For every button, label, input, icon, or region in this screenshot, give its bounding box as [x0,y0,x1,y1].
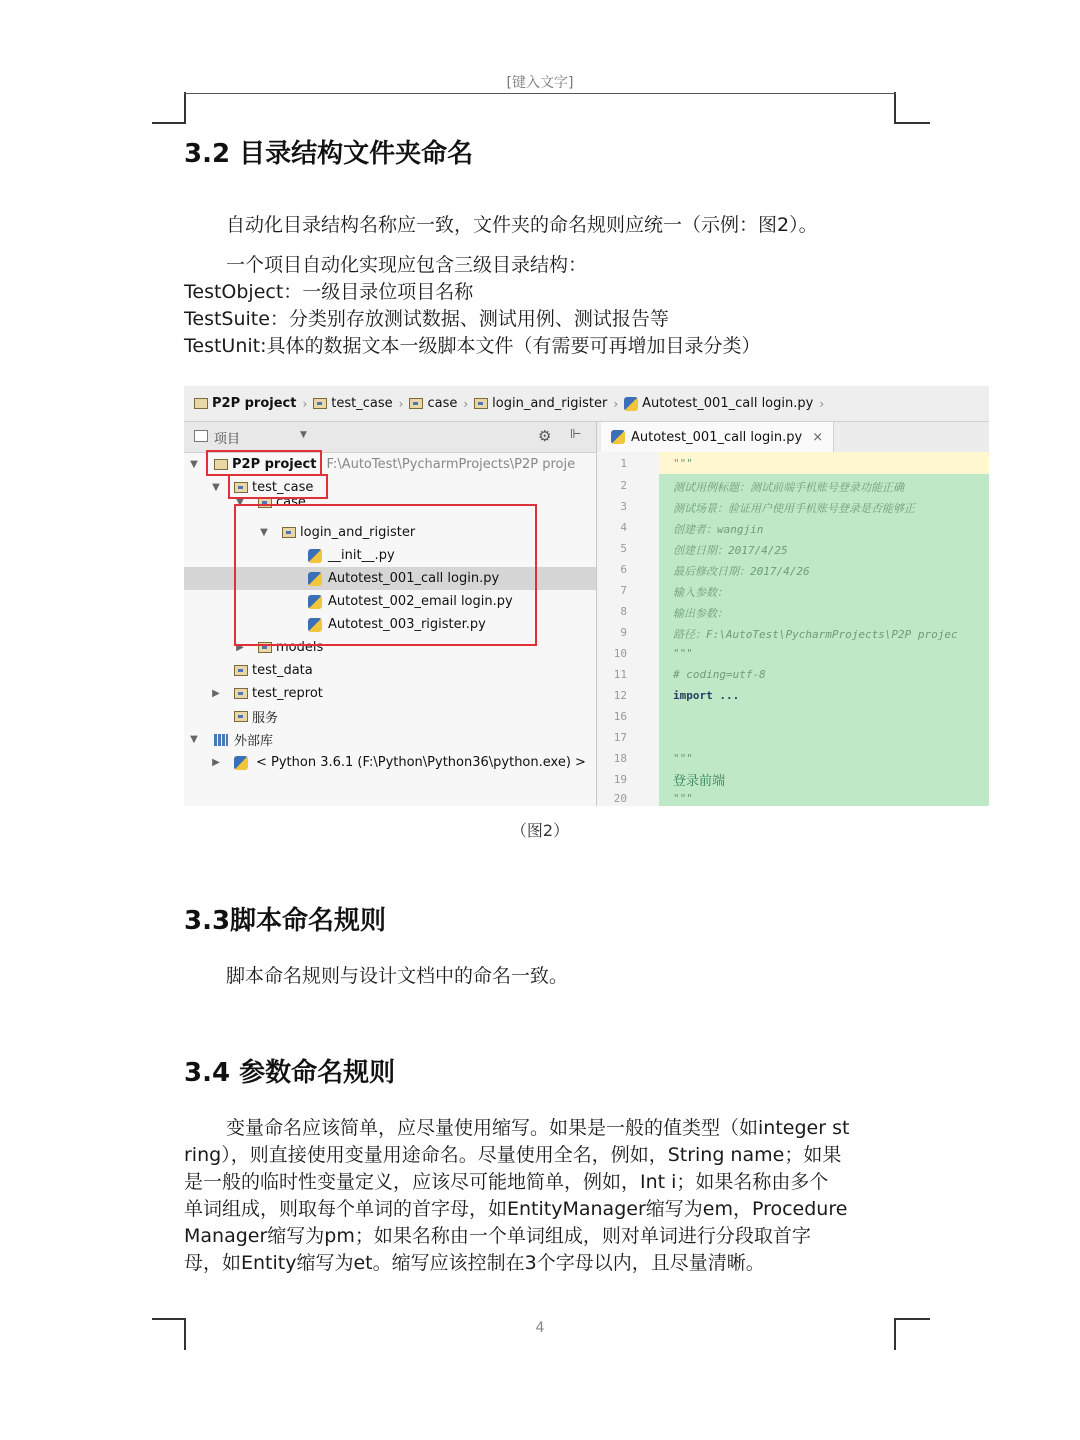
breadcrumb [184,386,989,422]
code-line: # coding=utf-8 [673,668,766,681]
breadcrumb-item[interactable]: login_and_rigister [474,396,607,411]
line-number: 2 [620,479,627,492]
tree-item-service[interactable]: 服务 [184,705,596,728]
code-line: 测试场景：验证用户使用手机账号登录是否能够正 [673,502,915,515]
chevron-right-icon: › [819,396,825,411]
section-3-4-line: 单词组成，则取每个单词的首字母，如EntityManager缩写为em，Procedure [184,1198,848,1220]
line-number: 16 [613,710,627,723]
line-number: 10 [613,647,627,660]
code-line: 测试用例标题：测试前端手机账号登录功能正确 [673,481,904,494]
tree-item-project-root[interactable]: ▼ P2P project F:\AutoTest\PycharmProjects\P2P proje [184,453,596,476]
line-number: 9 [620,626,627,639]
breadcrumb-item[interactable]: test_case [313,396,392,411]
folder-icon [234,688,248,699]
breadcrumb-item[interactable]: case [409,396,457,411]
tree-item-init-py[interactable]: __init__.py [184,544,596,567]
code-area[interactable] [659,452,989,806]
folder-icon [409,398,423,409]
chevron-right-icon: › [463,396,469,411]
figure-caption: （图2） [510,821,570,840]
line-number: 20 [613,792,627,805]
line-number-gutter [597,452,660,806]
tree-item-test-data[interactable]: test_data [184,659,596,682]
tree-item-login-and-rigister[interactable]: ▼ login_and_rigister [184,521,596,544]
line-number: 1 [620,457,627,470]
folder-icon [474,398,488,409]
tree-item-python-sdk[interactable]: ▶ < Python 3.6.1 (F:\Python\Python36\python.exe) > [184,751,596,774]
expand-arrow-icon[interactable]: ▶ [212,757,220,768]
close-icon[interactable]: × [812,429,824,445]
gear-icon[interactable]: ⚙ [538,427,552,445]
editor-tab-bar [597,422,989,453]
python-sdk-icon [234,756,248,770]
line-number: 6 [620,563,627,576]
expand-arrow-icon[interactable]: ▶ [236,642,244,653]
library-icon [214,734,228,746]
chevron-right-icon: › [398,396,404,411]
code-line: """ [673,752,693,765]
code-line: 创建者：wangjin [673,523,764,536]
project-panel-title[interactable]: 项目 [214,432,241,447]
line-number: 18 [613,752,627,765]
crop-mark-top-right [894,92,930,124]
tree-item-autotest-001[interactable]: Autotest_001_call login.py [184,567,596,590]
project-panel-header [184,422,596,453]
line-number: 7 [620,584,627,597]
section-3-4-line: ring），则直接使用变量用途命名。尽量使用全名，例如，String name；如果 [184,1144,842,1166]
section-3-4-line: 是一般的临时性变量定义，应该尽可能地简单，例如，Int i；如果名称由多个 [184,1171,829,1193]
header-rule [184,93,896,94]
expand-arrow-icon[interactable]: ▶ [212,688,220,699]
folder-icon [194,398,208,409]
section-3-3-para: 脚本命名规则与设计文档中的命名一致。 [226,965,569,987]
line-number: 17 [613,731,627,744]
expand-arrow-icon[interactable]: ▼ [190,459,198,470]
tree-item-test-case[interactable]: ▼ test_case [184,476,596,499]
tree-item-case[interactable]: ▼ case [184,494,596,510]
code-line: 登录前端 [673,774,726,789]
highlight-project-root [206,450,322,476]
chevron-right-icon: › [302,396,308,411]
python-file-icon [624,397,638,411]
tab-autotest-001[interactable]: Autotest_001_call login.py × [601,422,834,452]
expand-arrow-icon[interactable]: ▼ [190,734,198,745]
python-file-icon [611,430,625,444]
code-line: 创建日期：2017/4/25 [673,544,788,557]
code-line: import ... [673,689,740,702]
code-editor[interactable] [597,422,989,806]
breadcrumb-item[interactable]: Autotest_001_call login.py [624,396,813,411]
project-view-icon [194,430,208,442]
section-3-3-heading: 3.3脚本命名规则 [184,906,387,936]
section-3-2-heading: 3.2 目录结构文件夹命名 [184,139,474,169]
section-3-4-line: 母，如Entity缩写为et。缩写应该控制在3个字母以内，且尽量清晰。 [184,1252,765,1274]
line-number: 12 [613,689,627,702]
code-line: """ [673,457,693,470]
header-placeholder: [键入文字] [506,75,574,91]
tree-item-test-reprot[interactable]: ▶ test_reprot [184,682,596,705]
line-number: 5 [620,542,627,555]
line-number: 4 [620,521,627,534]
section-3-2-para-2: 一个项目自动化实现应包含三级目录结构： [226,254,588,276]
breadcrumb-item[interactable]: P2P project [194,396,296,411]
line-number: 8 [620,605,627,618]
dropdown-arrow-icon[interactable]: ▼ [300,430,307,440]
section-3-2-line-3: TestUnit:具体的数据文本一级脚本文件（有需要可再增加目录分类） [184,335,761,357]
crop-mark-top-left [152,92,186,124]
code-line: """ [673,792,693,805]
chevron-right-icon: › [613,396,619,411]
tree-item-external-libs[interactable]: ▼ 外部库 [184,728,596,751]
ide-screenshot [184,386,989,806]
highlight-test-case [228,474,328,499]
tree-item-models[interactable]: ▶ models [184,636,596,659]
expand-arrow-icon[interactable]: ▼ [236,496,244,508]
code-line: 输入参数： [673,586,728,599]
tree-item-autotest-003[interactable]: Autotest_003_rigister.py [184,613,596,636]
folder-icon [234,665,248,676]
section-3-4-heading: 3.4 参数命名规则 [184,1058,396,1088]
section-3-2-para-1: 自动化目录结构名称应一致，文件夹的命名规则应统一（示例：图2）。 [226,214,818,236]
folder-icon [234,711,248,722]
code-line: """ [673,647,693,660]
collapse-icon[interactable]: ⊩ [570,427,582,442]
expand-arrow-icon[interactable]: ▼ [260,527,268,538]
current-line-highlight [659,452,989,474]
page-number: 4 [535,1320,545,1336]
folder-icon [313,398,327,409]
section-3-2-line-2: TestSuite：分类别存放测试数据、测试用例、测试报告等 [184,308,669,330]
section-3-4-line: 变量命名应该简单，应尽量使用缩写。如果是一般的值类型（如integer st [226,1117,850,1139]
code-line: 输出参数： [673,607,728,620]
code-line: 最后修改日期：2017/4/26 [673,565,810,578]
section-3-4-line: Manager缩写为pm；如果名称由一个单词组成，则对单词进行分段取首字 [184,1225,811,1247]
tree-item-autotest-002[interactable]: Autotest_002_email login.py [184,590,596,613]
project-panel [184,422,597,806]
code-line: 路径：F:\AutoTest\PycharmProjects\P2P projec [673,628,958,641]
line-number: 3 [620,500,627,513]
section-3-2-line-1: TestObject：一级目录位项目名称 [184,281,474,303]
line-number: 11 [613,668,627,681]
highlight-case-folder [234,504,537,646]
expand-arrow-icon[interactable]: ▼ [212,482,220,493]
line-number: 19 [613,773,627,786]
